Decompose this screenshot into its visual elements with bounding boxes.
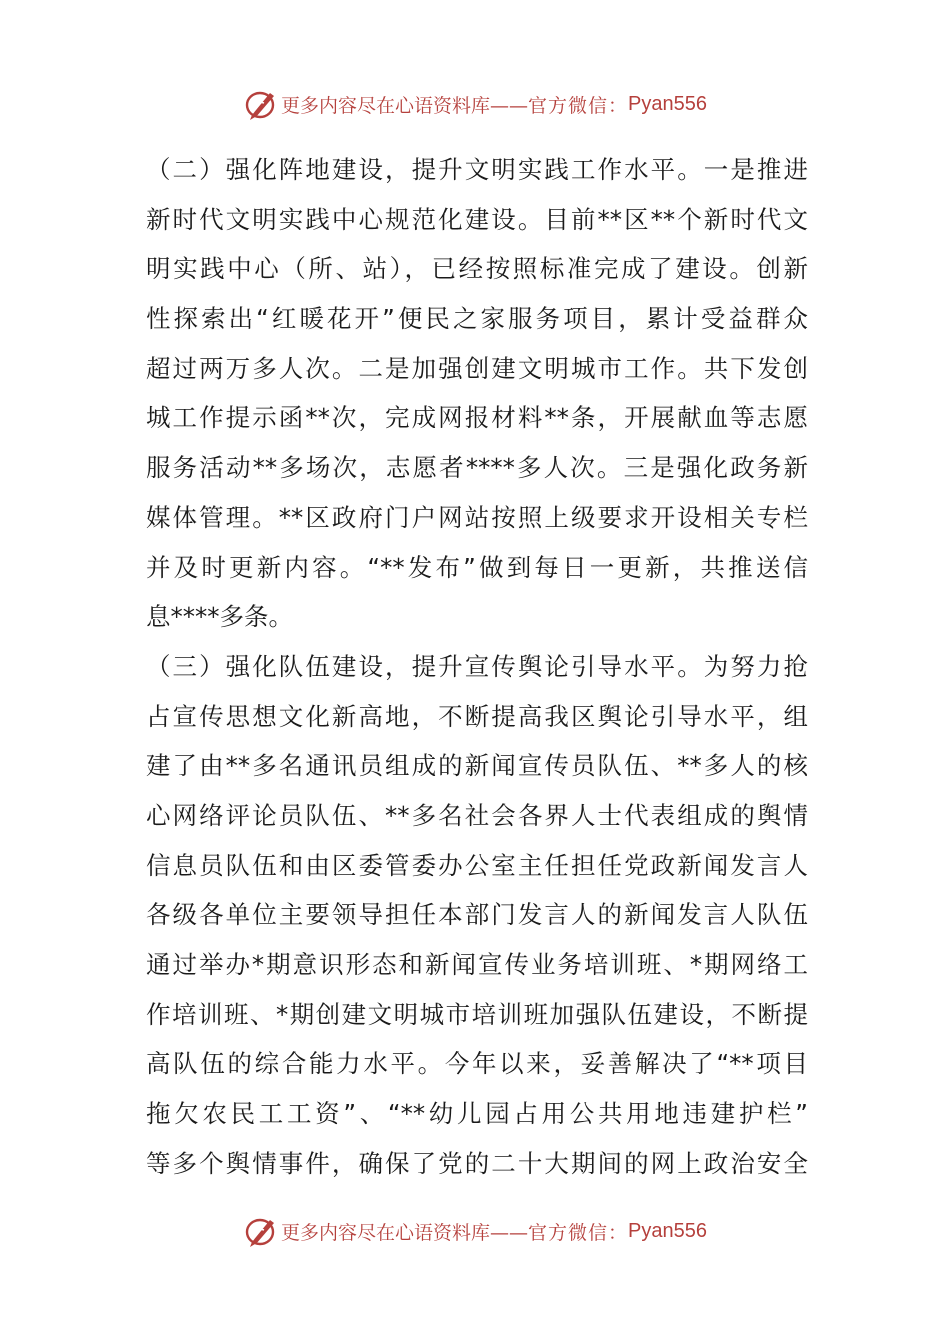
text-line: 拖欠农民工工资”、“**幼儿园占用公共用地违建护栏”	[146, 1099, 808, 1129]
text-line: 性探索出“红暖花开”便民之家服务项目，累计受益群众	[146, 304, 808, 334]
watermark-wechat-label: 官方微信：	[528, 94, 629, 117]
text-line: 等多个舆情事件，确保了党的二十大期间的网上政治安全	[146, 1148, 808, 1178]
pen-logo-icon	[243, 86, 279, 122]
text-line: 并及时更新内容。“**发布”做到每日一更新，共推送信	[146, 552, 808, 582]
watermark-footer	[0, 1211, 950, 1251]
text-line: 作培训班、*期创建文明城市培训班加强队伍建设，不断提	[146, 999, 808, 1029]
text-line: 城工作提示函**次，完成网报材料**条，开展献血等志愿	[146, 403, 808, 433]
text-line: 高队伍的综合能力水平。今年以来，妥善解决了“**项目	[146, 1049, 808, 1079]
text-line: 心网络评论员队伍、**多名社会各界人士代表组成的舆情	[146, 800, 808, 830]
text-line: （三）强化队伍建设，提升宣传舆论引导水平。为努力抢	[146, 651, 808, 681]
watermark-wechat-label: 官方微信：	[528, 1221, 629, 1244]
watermark-wechat-id: Pyan556	[628, 1219, 707, 1242]
pen-logo-icon	[243, 1213, 279, 1249]
watermark-site-text: 更多内容尽在心语资料库——	[281, 94, 529, 117]
paragraph-2	[146, 145, 808, 642]
text-line: 明实践中心（所、站），已经按照标准完成了建设。创新	[146, 254, 808, 284]
text-line: 新时代文明实践中心规范化建设。目前**区**个新时代文	[146, 204, 808, 234]
text-line: 息****多条。	[146, 602, 293, 632]
watermark-wechat-id: Pyan556	[628, 92, 707, 115]
text-line: （二）强化阵地建设，提升文明实践工作水平。一是推进	[146, 155, 808, 184]
text-line: 服务活动**多场次，志愿者****多人次。三是强化政务新	[146, 453, 808, 483]
document-body	[146, 145, 808, 1188]
watermark-header	[0, 84, 950, 124]
text-line: 各级各单位主要领导担任本部门发言人的新闻发言人队伍	[146, 900, 808, 930]
text-line: 通过举办*期意识形态和新闻宣传业务培训班、*期网络工	[146, 950, 808, 979]
watermark-site-text: 更多内容尽在心语资料库——	[281, 1221, 529, 1244]
paragraph-3	[146, 642, 808, 1189]
text-line: 超过两万多人次。二是加强创建文明城市工作。共下发创	[146, 353, 808, 383]
text-line: 建了由**多名通讯员组成的新闻宣传员队伍、**多人的核	[146, 751, 808, 781]
text-line: 信息员队伍和由区委管委办公室主任担任党政新闻发言人	[146, 850, 808, 880]
text-line: 媒体管理。**区政府门户网站按照上级要求开设相关专栏	[146, 502, 808, 532]
text-line: 占宣传思想文化新高地，不断提高我区舆论引导水平，组	[146, 701, 808, 731]
